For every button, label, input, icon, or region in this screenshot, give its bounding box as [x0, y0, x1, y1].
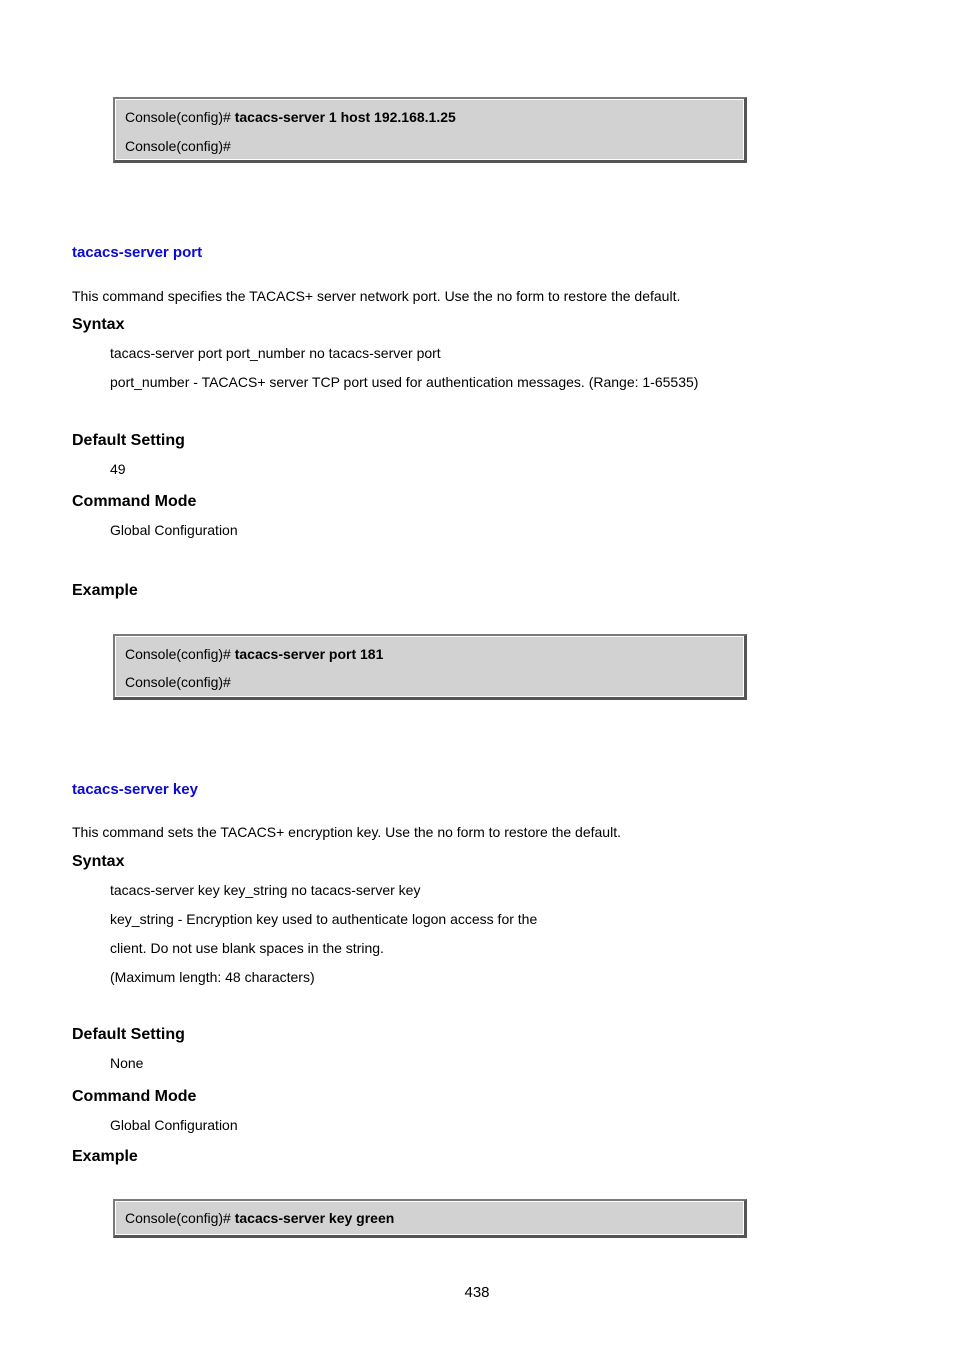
- default-setting-heading: Default Setting: [72, 432, 185, 449]
- default-setting-value: None: [110, 1055, 144, 1071]
- command-mode-heading: Command Mode: [72, 493, 197, 510]
- syntax-line: tacacs-server port port_number no tacacs-server port: [110, 345, 441, 361]
- syntax-parameter: (Maximum length: 48 characters): [110, 969, 315, 985]
- console-line: [125, 1210, 394, 1226]
- console-line: [125, 674, 231, 690]
- console-command: tacacs-server port 181: [234, 646, 384, 662]
- key-description: This command sets the TACACS+ encryption key. Use the no form to restore the default.: [72, 824, 621, 840]
- console-command: tacacs-server 1 host 192.168.1.25: [234, 109, 456, 125]
- command-mode-value: Global Configuration: [110, 522, 238, 538]
- syntax-parameter: client. Do not use blank spaces in the string.: [110, 940, 384, 956]
- page-number: 438: [464, 1284, 490, 1301]
- console-line: [125, 646, 383, 662]
- example-heading: Example: [72, 1148, 138, 1165]
- syntax-parameter: key_string - Encryption key used to authenticate logon access for the: [110, 911, 538, 927]
- command-mode-heading: Command Mode: [72, 1088, 197, 1105]
- console-prompt: Console(config)#: [125, 138, 231, 154]
- console-prompt: Console(config)#: [125, 109, 231, 125]
- command-mode-value: Global Configuration: [110, 1117, 238, 1133]
- section-title-key: tacacs-server key: [72, 781, 198, 798]
- console-example-key: [113, 1199, 747, 1238]
- console-example-port: [113, 634, 747, 700]
- syntax-heading: Syntax: [72, 853, 125, 870]
- console-line: [125, 109, 456, 125]
- example-heading: Example: [72, 582, 138, 599]
- console-prompt: Console(config)#: [125, 1210, 231, 1226]
- console-prompt: Console(config)#: [125, 674, 231, 690]
- console-line: [125, 138, 231, 154]
- syntax-parameter: port_number - TACACS+ server TCP port used for authentication messages. (Range: 1-65535): [110, 374, 699, 390]
- syntax-heading: Syntax: [72, 316, 125, 333]
- default-setting-value: 49: [110, 461, 126, 477]
- section-title-port: tacacs-server port: [72, 244, 203, 261]
- console-prompt: Console(config)#: [125, 646, 231, 662]
- default-setting-heading: Default Setting: [72, 1026, 185, 1043]
- port-description: This command specifies the TACACS+ server network port. Use the no form to restore the default.: [72, 288, 681, 304]
- console-command: tacacs-server key green: [234, 1210, 395, 1226]
- console-example-host: [113, 97, 747, 163]
- syntax-line: tacacs-server key key_string no tacacs-server key: [110, 882, 421, 898]
